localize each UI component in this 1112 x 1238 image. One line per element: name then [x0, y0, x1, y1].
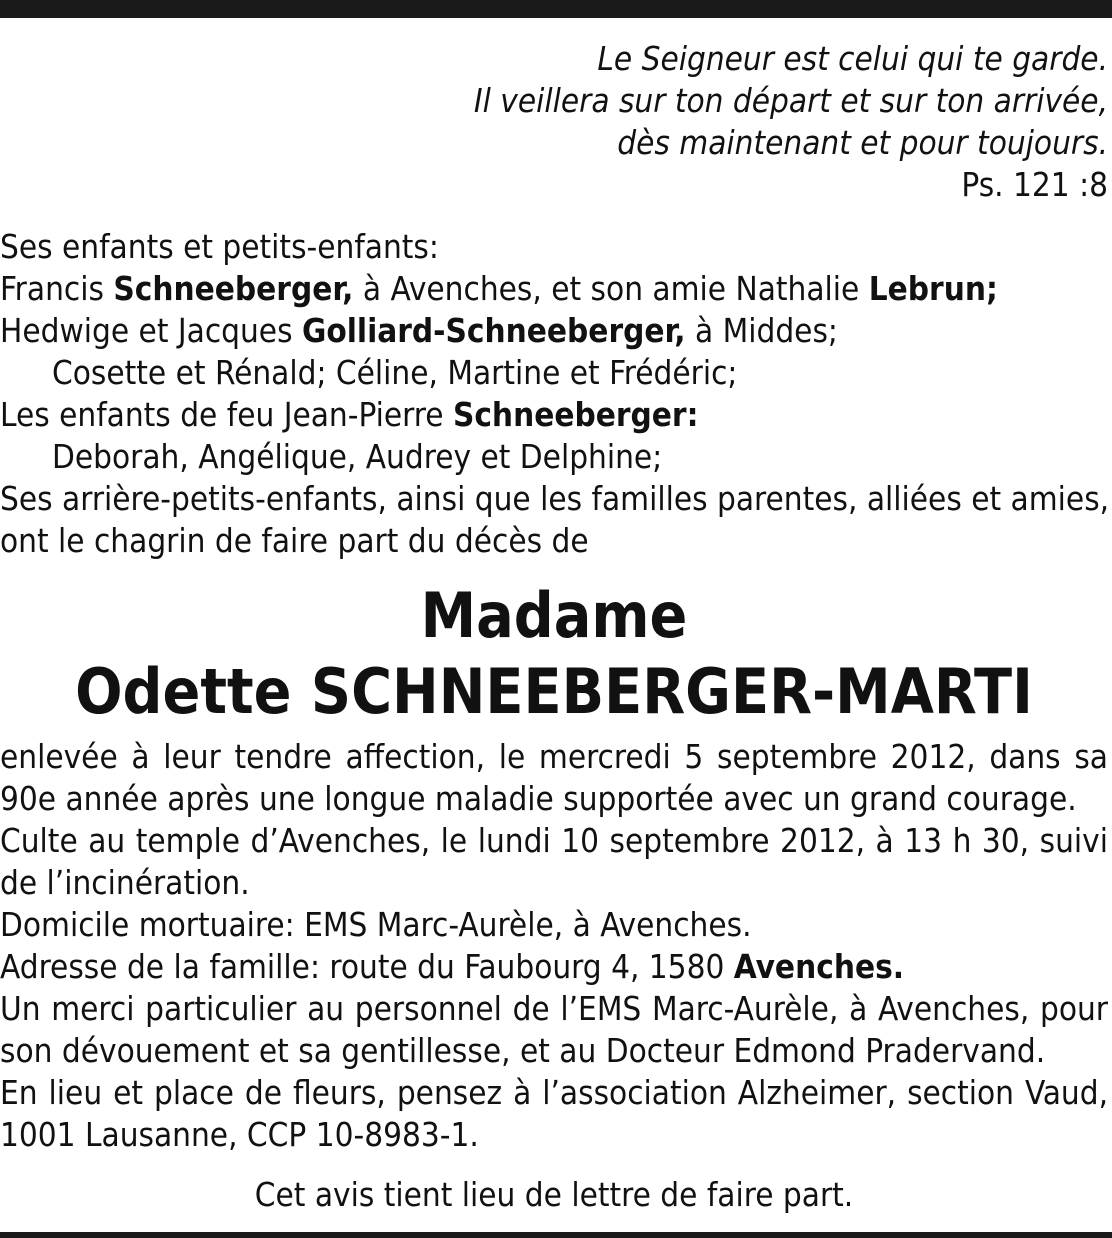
death-paragraph: enlevée à leur tendre affection, le mercredi 5 septembre 2012, dans sa 90e année après une longue maladie supportée avec un grand courage. [0, 737, 1108, 818]
address-prefix: Adresse de la famille: route du Faubourg 4, 1580 [0, 947, 734, 986]
donation-paragraph: En lieu et place de fleurs, pensez à l’association Alzheimer, section Vaud, 1001 Lausanne, CCP 10-8983-1. [0, 1073, 1108, 1154]
francis-rest: à Avenches, et son amie Nathalie [353, 269, 869, 308]
thanks-paragraph: Un merci particulier au personnel de l’EMS Marc-Aurèle, à Avenches, pour son dévouement et sa gentillesse, et au Docteur Edmond Pradervand. [0, 989, 1108, 1070]
family-line-others: Ses arrière-petits-enfants, ainsi que les familles parentes, alliées et amies, [0, 479, 1110, 518]
hedwige-surname: Golliard-Schneeberger, [301, 311, 686, 350]
notice-details [0, 736, 1108, 1156]
address-paragraph [0, 946, 1108, 988]
address-city: Avenches. [733, 947, 905, 986]
family-line-hedwige-children: Cosette et Rénald; Céline, Martine et Frédéric; [52, 353, 738, 392]
deceased-name-block [0, 578, 1108, 730]
jp-first: Les enfants de feu Jean-Pierre [0, 395, 453, 434]
francis-surname: Schneeberger, [113, 269, 354, 308]
family-line-jp-children: Deborah, Angélique, Audrey et Delphine; [52, 437, 663, 476]
verse-line-3: dès maintenant et pour toujours. [617, 123, 1108, 162]
service-paragraph: Culte au temple d’Avenches, le lundi 10 septembre 2012, à 13 h 30, suivi de l’incinération. [0, 821, 1108, 902]
family-intro: Ses enfants et petits-enfants: [0, 227, 439, 266]
obituary-notice [0, 38, 1108, 1216]
family-line-announce: ont le chagrin de faire part du décès de [0, 521, 589, 560]
deceased-name: Odette SCHNEEBERGER-MARTI [75, 655, 1033, 728]
family-line-jean-pierre [0, 394, 1108, 436]
partner-surname: Lebrun; [868, 269, 998, 308]
domicile-paragraph: Domicile mortuaire: EMS Marc-Aurèle, à Avenches. [0, 905, 752, 944]
bottom-rule [0, 1232, 1112, 1238]
hedwige-first: Hedwige et Jacques [0, 311, 302, 350]
top-rule [0, 0, 1112, 18]
verse-line-2: Il veillera sur ton départ et sur ton arrivée, [473, 81, 1108, 120]
family-line-francis [0, 268, 1108, 310]
jp-surname: Schneeberger: [452, 395, 699, 434]
deceased-title: Madame [420, 579, 688, 652]
scripture-epigraph [0, 38, 1108, 206]
footer-note: Cet avis tient lieu de lettre de faire part. [254, 1175, 854, 1214]
verse-line-1: Le Seigneur est celui qui te garde. [597, 39, 1108, 78]
hedwige-rest: à Middes; [685, 311, 838, 350]
family-list [0, 226, 1108, 562]
family-line-hedwige [0, 310, 1108, 352]
verse-reference: Ps. 121 :8 [961, 165, 1108, 204]
francis-first: Francis [0, 269, 114, 308]
